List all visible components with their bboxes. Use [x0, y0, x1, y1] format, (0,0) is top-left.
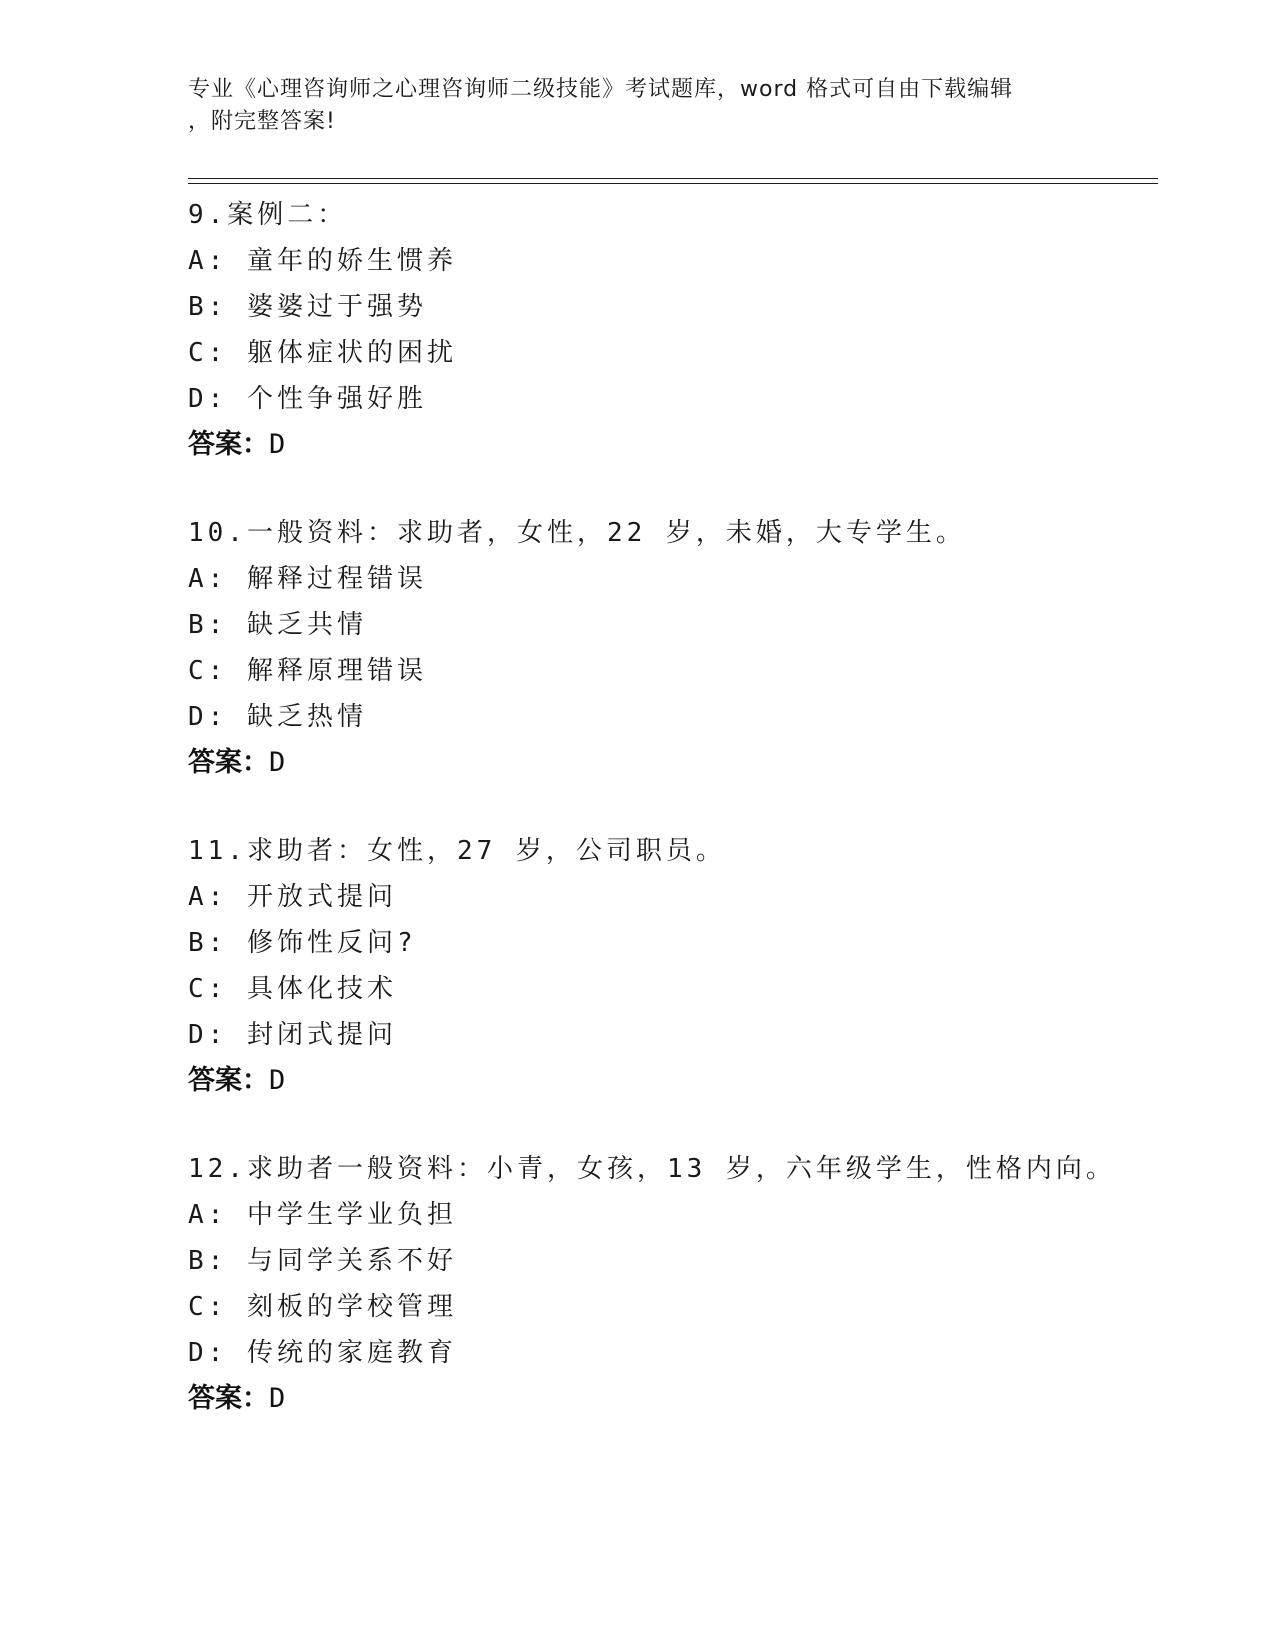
- option-c: C: 刻板的学校管理: [188, 1292, 457, 1322]
- option-a: A: 童年的娇生惯养: [188, 246, 457, 276]
- question-stem: 12.求助者一般资料：小青，女孩，13 岁，六年级学生，性格内向。: [188, 1154, 1116, 1184]
- option-c: C: 具体化技术: [188, 974, 397, 1004]
- answer-line: [188, 1058, 1148, 1104]
- option-c: C: 解释原理错误: [188, 656, 427, 686]
- question-list: [188, 192, 1148, 1464]
- question-item: [188, 828, 1148, 1104]
- answer-line: [188, 422, 1148, 468]
- document-header: [188, 74, 1088, 138]
- option-c: C: 躯体症状的困扰: [188, 338, 457, 368]
- option-b: B: 婆婆过于强势: [188, 292, 427, 322]
- answer-value: D: [269, 429, 286, 460]
- answer-line: [188, 1376, 1148, 1422]
- question-stem: 11.求助者：女性，27 岁，公司职员。: [188, 836, 726, 866]
- answer-label: 答案：: [188, 429, 269, 460]
- question-item: [188, 192, 1148, 468]
- option-b: B: 修饰性反问?: [188, 928, 417, 958]
- header-line-1: 专业《心理咨询师之心理咨询师二级技能》考试题库，word 格式可自由下载编辑: [188, 77, 1014, 102]
- option-d: D: 个性争强好胜: [188, 384, 427, 414]
- question-stem: 9.案例二：: [188, 200, 348, 230]
- answer-value: D: [269, 1065, 286, 1096]
- option-a: A: 中学生学业负担: [188, 1200, 457, 1230]
- answer-label: 答案：: [188, 1065, 269, 1096]
- header-divider-top: [188, 178, 1158, 179]
- header-divider-bottom: [188, 183, 1158, 184]
- answer-value: D: [269, 747, 286, 778]
- option-b: B: 与同学关系不好: [188, 1246, 457, 1276]
- option-d: D: 封闭式提问: [188, 1020, 397, 1050]
- option-a: A: 解释过程错误: [188, 564, 427, 594]
- question-stem: 10.一般资料：求助者，女性，22 岁，未婚，大专学生。: [188, 518, 966, 548]
- answer-value: D: [269, 1383, 286, 1414]
- header-line-2: ，附完整答案!: [188, 109, 336, 134]
- answer-label: 答案：: [188, 747, 269, 778]
- answer-label: 答案：: [188, 1383, 269, 1414]
- question-item: [188, 510, 1148, 786]
- question-item: [188, 1146, 1148, 1422]
- option-b: B: 缺乏共情: [188, 610, 367, 640]
- option-d: D: 传统的家庭教育: [188, 1338, 457, 1368]
- option-a: A: 开放式提问: [188, 882, 397, 912]
- answer-line: [188, 740, 1148, 786]
- option-d: D: 缺乏热情: [188, 702, 367, 732]
